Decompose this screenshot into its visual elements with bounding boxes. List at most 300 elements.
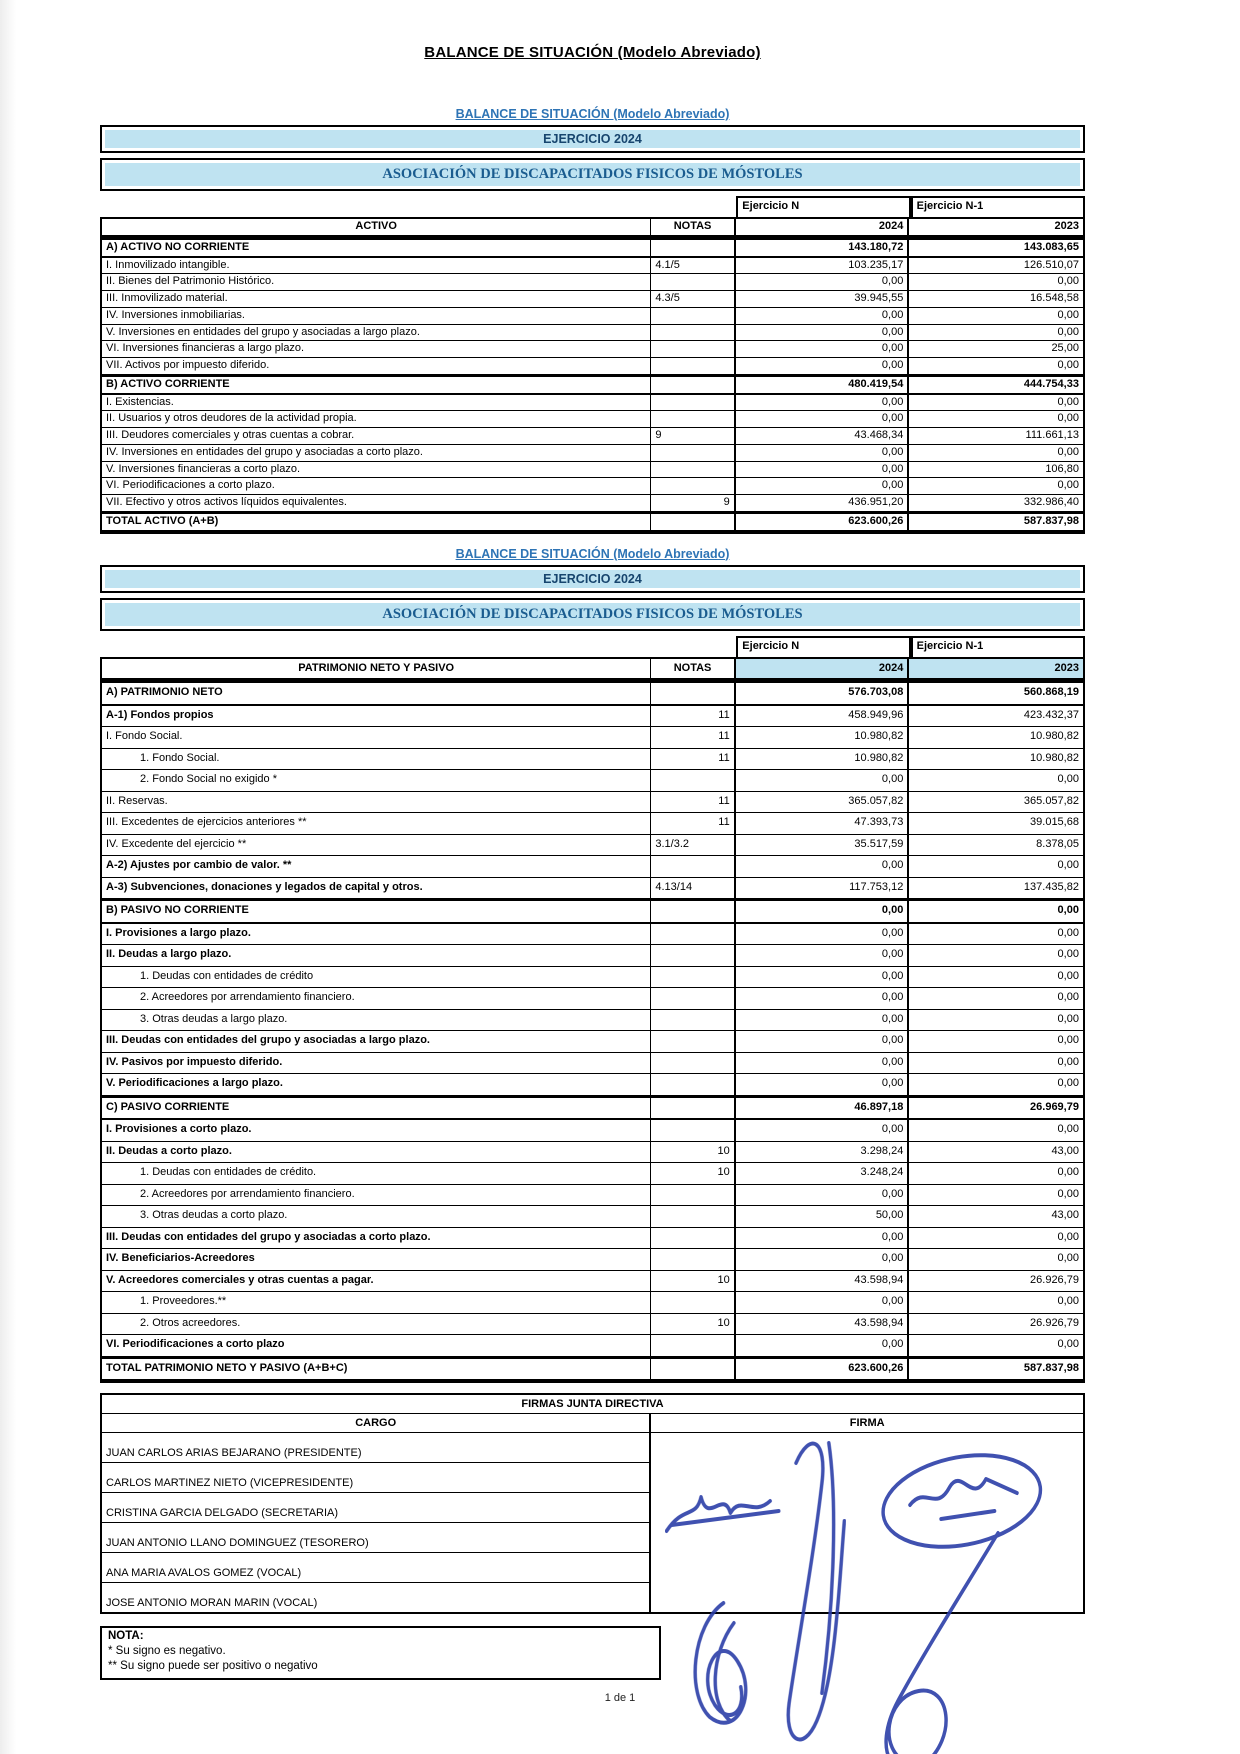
row-label: III. Inmovilizado material. (102, 291, 651, 307)
row-value-2024: 365.057,82 (736, 792, 910, 813)
row-label: II. Deudas a corto plazo. (102, 1142, 651, 1163)
row-label: III. Excedentes de ejercicios anteriores ** (102, 813, 651, 834)
ejercicio-n1-header: Ejercicio N-1 (911, 196, 1085, 217)
row-label: IV. Pasivos por impuesto diferido. (102, 1053, 651, 1074)
table-row (102, 1120, 1083, 1142)
row-value-2024: 143.180,72 (736, 240, 910, 256)
firmas-body (102, 1433, 1083, 1612)
entity-banner-text: ASOCIACIÓN DE DISCAPACITADOS FISICOS DE MÓSTOLES (105, 163, 1080, 186)
row-value-2023: 43,00 (1051, 1209, 1079, 1222)
ejercicio-n-header: Ejercicio N (736, 636, 910, 657)
row-value-2023: 587.837,98 (1023, 1361, 1079, 1374)
row-value-2023: 26.926,79 (1030, 1273, 1079, 1286)
ejercicio-banner-text: EJERCICIO 2024 (105, 130, 1080, 148)
row-value-2023: 16.548,58 (1030, 292, 1079, 304)
table-row (102, 1010, 1083, 1032)
table-row (102, 1335, 1083, 1357)
row-nota: 10 (651, 1163, 735, 1184)
table-row (102, 1031, 1083, 1053)
table-row (102, 495, 1083, 512)
row-value-2023: 365.057,82 (1023, 794, 1079, 807)
row-value-2024: 10.980,82 (736, 749, 910, 770)
row-value-2024: 0,00 (736, 462, 910, 478)
firmas-header-row (102, 1414, 1083, 1433)
pasivo-table (100, 657, 1085, 1384)
table-row (102, 358, 1083, 375)
row-label: IV. Inversiones inmobiliarias. (102, 308, 651, 324)
table-row (102, 395, 1083, 412)
row-nota (651, 445, 735, 461)
scan-edge-shading (0, 0, 16, 1754)
row-nota (651, 945, 735, 966)
row-nota (651, 1335, 735, 1356)
row-nota: 11 (651, 792, 735, 813)
entity-banner (100, 158, 1085, 191)
nota-lines (108, 1645, 653, 1672)
row-value-2024: 623.600,26 (736, 514, 910, 530)
row-nota (651, 325, 735, 341)
row-label: V. Inversiones en entidades del grupo y asociadas a largo plazo. (102, 325, 651, 341)
row-nota (651, 1249, 735, 1270)
row-label: A) ACTIVO NO CORRIENTE (102, 240, 651, 256)
row-value-2024: 623.600,26 (736, 1359, 910, 1380)
row-label: A) PATRIMONIO NETO (102, 683, 651, 704)
row-label: A-2) Ajustes por cambio de valor. ** (102, 856, 651, 877)
pasivo-table-body (102, 681, 1083, 1381)
activo-table-body (102, 238, 1083, 532)
col-header-2023: 2023 (909, 659, 1083, 679)
pasivo-table-header (102, 659, 1083, 682)
row-value-2023: 39.015,68 (1030, 816, 1079, 829)
row-value-2023: 0,00 (1057, 1187, 1079, 1200)
firmas-table (100, 1393, 1085, 1614)
table-row (102, 988, 1083, 1010)
table-row (102, 792, 1083, 814)
row-value-2024: 0,00 (736, 967, 910, 988)
row-label: TOTAL PATRIMONIO NETO Y PASIVO (A+B+C) (102, 1359, 651, 1380)
table-row (102, 1206, 1083, 1228)
col-header-activo: ACTIVO (102, 219, 651, 235)
entity-banner (100, 598, 1085, 631)
row-value-2023: 25,00 (1051, 342, 1079, 355)
firma-column (651, 1433, 1083, 1612)
row-value-2024: 3.248,24 (736, 1163, 910, 1184)
section-subtitle: BALANCE DE SITUACIÓN (Modelo Abreviado) (455, 546, 730, 561)
row-value-2023: 10.980,82 (1030, 730, 1079, 743)
row-value-2023: 0,00 (1057, 275, 1079, 288)
row-label: IV. Inversiones en entidades del grupo y asociadas a corto plazo. (102, 445, 651, 461)
ejercicio-banner-text: EJERCICIO 2024 (105, 570, 1080, 588)
row-nota: 4.1/5 (651, 258, 735, 274)
table-row (102, 706, 1083, 728)
table-row (102, 967, 1083, 989)
cargo-row: JUAN ANTONIO LLANO DOMINGUEZ (TESORERO) (102, 1523, 649, 1553)
row-label: III. Deudas con entidades del grupo y asociadas a largo plazo. (102, 1031, 651, 1052)
ejercicio-banner (100, 125, 1085, 153)
row-nota (651, 1359, 735, 1380)
row-nota: 9 (651, 495, 735, 511)
row-label: V. Inversiones financieras a corto plazo. (102, 462, 651, 478)
row-value-2024: 0,00 (736, 411, 910, 427)
nota-title: NOTA: (108, 1630, 144, 1643)
row-nota: 10 (651, 1271, 735, 1292)
row-label: C) PASIVO CORRIENTE (102, 1098, 651, 1119)
row-value-2024: 458.949,96 (736, 706, 910, 727)
row-nota (651, 924, 735, 945)
row-value-2023: 0,00 (1057, 859, 1079, 872)
row-label: VI. Inversiones financieras a largo plazo. (102, 341, 651, 357)
row-value-2024: 0,00 (736, 1249, 910, 1270)
table-row (102, 1053, 1083, 1075)
row-nota (651, 683, 735, 704)
table-row (102, 856, 1083, 878)
row-value-2023: 0,00 (1057, 308, 1079, 321)
table-row (102, 291, 1083, 308)
row-nota: 10 (651, 1142, 735, 1163)
row-value-2023: 0,00 (1057, 412, 1079, 425)
activo-table (100, 217, 1085, 534)
row-value-2024: 0,00 (736, 358, 910, 374)
row-nota (651, 395, 735, 411)
row-value-2024: 39.945,55 (736, 291, 910, 307)
table-row (102, 1142, 1083, 1164)
table-row (102, 899, 1083, 924)
row-label: A-3) Subvenciones, donaciones y legados de capital y otros. (102, 878, 651, 899)
row-value-2023: 10.980,82 (1030, 751, 1079, 764)
row-label: 1. Deudas con entidades de crédito (102, 967, 651, 988)
row-nota (651, 770, 735, 791)
row-value-2023: 0,00 (1057, 1230, 1079, 1243)
row-value-2024: 0,00 (736, 325, 910, 341)
row-label: 2. Fondo Social no exigido * (102, 770, 651, 791)
row-nota (651, 1292, 735, 1313)
row-nota (651, 1206, 735, 1227)
row-value-2024: 46.897,18 (736, 1098, 910, 1119)
cargo-row: JOSE ANTONIO MORAN MARIN (VOCAL) (106, 1597, 318, 1610)
row-label: 3. Otras deudas a largo plazo. (102, 1010, 651, 1031)
row-nota: 11 (651, 749, 735, 770)
ejercicio-column-group (100, 196, 1085, 217)
table-row (102, 1271, 1083, 1293)
row-nota (651, 358, 735, 374)
cargo-row: CRISTINA GARCIA DELGADO (SECRETARIA) (102, 1493, 649, 1523)
row-value-2024: 0,00 (736, 1335, 910, 1356)
row-label: 2. Acreedores por arrendamiento financiero. (102, 1185, 651, 1206)
nota-box (100, 1626, 661, 1680)
row-value-2023: 0,00 (1057, 359, 1079, 371)
table-row (102, 770, 1083, 792)
table-row (102, 238, 1083, 258)
table-row (102, 681, 1083, 706)
row-nota: 10 (651, 1314, 735, 1335)
table-row (102, 1074, 1083, 1096)
row-value-2023: 106,80 (1045, 462, 1079, 475)
row-label: VI. Periodificaciones a corto plazo. (102, 478, 651, 494)
col-header-2023: 2023 (1054, 220, 1079, 232)
row-nota (651, 377, 735, 393)
col-header-notas: NOTAS (651, 659, 735, 679)
cargo-row: ANA MARIA AVALOS GOMEZ (VOCAL) (102, 1553, 649, 1583)
row-label: A-1) Fondos propios (102, 706, 651, 727)
row-nota: 4.13/14 (651, 878, 735, 899)
table-row (102, 1185, 1083, 1207)
row-nota: 4.3/5 (651, 291, 735, 307)
row-nota (651, 274, 735, 290)
activo-table-header (102, 219, 1083, 238)
row-nota (651, 1031, 735, 1052)
page-title: BALANCE DE SITUACIÓN (Modelo Abreviado) (424, 44, 761, 61)
row-value-2024: 0,00 (736, 308, 910, 324)
row-value-2023: 111.661,13 (1025, 429, 1079, 441)
table-row (102, 1357, 1083, 1382)
row-value-2024: 0,00 (736, 1228, 910, 1249)
row-value-2023: 126.510,07 (1023, 258, 1079, 271)
row-nota (651, 341, 735, 357)
nota-line: * Su signo es negativo. (108, 1645, 226, 1658)
row-nota (651, 462, 735, 478)
table-row (102, 411, 1083, 428)
row-value-2023: 0,00 (1057, 1252, 1079, 1265)
ejercicio-banner (100, 565, 1085, 593)
row-value-2024: 0,00 (736, 478, 910, 494)
row-label: IV. Excedente del ejercicio ** (102, 835, 651, 856)
cargo-column (102, 1433, 651, 1612)
table-row (102, 512, 1083, 532)
row-value-2023: 0,00 (1057, 1295, 1079, 1308)
row-label: V. Periodificaciones a largo plazo. (102, 1074, 651, 1095)
table-row (102, 878, 1083, 900)
row-value-2024: 0,00 (736, 1053, 910, 1074)
row-value-2024: 117.753,12 (736, 878, 910, 899)
table-row (102, 478, 1083, 495)
ejercicio-n1-header: Ejercicio N-1 (911, 636, 1085, 657)
row-nota (651, 514, 735, 530)
row-nota (651, 1010, 735, 1031)
table-row (102, 375, 1083, 395)
row-nota (651, 478, 735, 494)
table-row (102, 1292, 1083, 1314)
row-nota (651, 308, 735, 324)
ejercicio-column-group (100, 636, 1085, 657)
col-header-patrimonio: PATRIMONIO NETO Y PASIVO (102, 659, 651, 679)
row-value-2024: 0,00 (736, 988, 910, 1009)
table-row (102, 462, 1083, 479)
row-label: II. Deudas a largo plazo. (102, 945, 651, 966)
row-label: TOTAL ACTIVO (A+B) (102, 514, 651, 530)
table-row (102, 308, 1083, 325)
cargo-row: CARLOS MARTINEZ NIETO (VICEPRESIDENTE) (102, 1463, 649, 1493)
row-value-2024: 43.598,94 (736, 1314, 910, 1335)
table-row (102, 1249, 1083, 1271)
row-value-2023: 423.432,37 (1023, 708, 1079, 721)
row-value-2023: 0,00 (1057, 1123, 1079, 1136)
row-label: II. Usuarios y otros deudores de la actividad propia. (102, 411, 651, 427)
row-value-2024: 0,00 (736, 445, 910, 461)
row-nota (651, 1120, 735, 1141)
row-value-2024: 576.703,08 (736, 683, 910, 704)
row-nota (651, 240, 735, 256)
row-nota (651, 1185, 735, 1206)
row-label: 3. Otras deudas a corto plazo. (102, 1206, 651, 1227)
row-value-2023: 0,00 (1057, 926, 1079, 939)
column-group-spacer (100, 196, 736, 217)
row-value-2024: 0,00 (736, 1031, 910, 1052)
nota-line: ** Su signo puede ser positivo o negativo (108, 1660, 318, 1673)
row-label: I. Fondo Social. (102, 727, 651, 748)
ejercicio-n-header: Ejercicio N (736, 196, 910, 217)
firmas-title: FIRMAS JUNTA DIRECTIVA (102, 1395, 1083, 1414)
row-value-2023: 0,00 (1057, 1166, 1079, 1179)
row-value-2024: 0,00 (736, 1010, 910, 1031)
column-group-spacer (100, 636, 736, 657)
table-row (102, 749, 1083, 771)
table-row (102, 258, 1083, 275)
row-nota: 11 (651, 727, 735, 748)
row-value-2023: 0,00 (1057, 1034, 1079, 1047)
table-row (102, 445, 1083, 462)
table-row (102, 1228, 1083, 1250)
col-header-2024: 2024 (736, 659, 910, 679)
row-value-2024: 0,00 (736, 924, 910, 945)
page-number: 1 de 1 (604, 1692, 636, 1704)
row-value-2023: 560.868,19 (1023, 686, 1079, 699)
row-value-2023: 0,00 (1057, 479, 1079, 492)
row-label: V. Acreedores comerciales y otras cuentas a pagar. (102, 1271, 651, 1292)
row-value-2023: 444.754,33 (1023, 377, 1079, 390)
row-label: I. Existencias. (102, 395, 651, 411)
row-label: II. Bienes del Patrimonio Histórico. (102, 274, 651, 290)
pasivo-section (100, 547, 1085, 1384)
table-row (102, 274, 1083, 291)
row-value-2024: 0,00 (736, 1120, 910, 1141)
row-value-2023: 0,00 (1057, 948, 1079, 961)
row-value-2024: 3.298,24 (736, 1142, 910, 1163)
row-nota (651, 411, 735, 427)
row-value-2023: 143.083,65 (1023, 240, 1079, 253)
row-label: 1. Deudas con entidades de crédito. (102, 1163, 651, 1184)
row-value-2024: 0,00 (736, 341, 910, 357)
row-value-2023: 0,00 (1057, 773, 1079, 786)
col-header-notas: NOTAS (651, 219, 735, 235)
row-label: VI. Periodificaciones a corto plazo (102, 1335, 651, 1356)
row-value-2024: 43.598,94 (736, 1271, 910, 1292)
row-value-2023: 0,00 (1057, 1338, 1079, 1351)
row-value-2024: 0,00 (736, 274, 910, 290)
row-value-2024: 47.393,73 (736, 813, 910, 834)
row-nota (651, 1228, 735, 1249)
row-nota: 11 (651, 813, 735, 834)
row-value-2024: 0,00 (736, 856, 910, 877)
table-row (102, 428, 1083, 445)
row-value-2024: 0,00 (736, 1292, 910, 1313)
row-nota: 3.1/3.2 (651, 835, 735, 856)
entity-banner-text: ASOCIACIÓN DE DISCAPACITADOS FISICOS DE MÓSTOLES (105, 603, 1080, 626)
row-value-2023: 0,00 (1057, 969, 1079, 982)
table-row (102, 835, 1083, 857)
row-nota (651, 1053, 735, 1074)
row-value-2024: 0,00 (736, 945, 910, 966)
row-nota (651, 1098, 735, 1119)
row-value-2023: 587.837,98 (1023, 514, 1079, 527)
col-header-2024: 2024 (736, 219, 910, 235)
row-value-2023: 26.926,79 (1030, 1316, 1079, 1329)
table-row (102, 924, 1083, 946)
table-row (102, 727, 1083, 749)
section-subtitle: BALANCE DE SITUACIÓN (Modelo Abreviado) (455, 107, 730, 121)
row-label: B) PASIVO NO CORRIENTE (102, 901, 651, 922)
table-row (102, 1096, 1083, 1121)
row-value-2024: 10.980,82 (736, 727, 910, 748)
row-label: I. Provisiones a largo plazo. (102, 924, 651, 945)
row-label: 1. Proveedores.** (102, 1292, 651, 1313)
activo-section (100, 107, 1085, 534)
row-value-2023: 26.969,79 (1030, 1100, 1079, 1113)
row-label: IV. Beneficiarios-Acreedores (102, 1249, 651, 1270)
row-nota (651, 1074, 735, 1095)
row-value-2024: 103.235,17 (736, 258, 910, 274)
row-value-2023: 332.986,40 (1023, 496, 1079, 508)
row-value-2024: 35.517,59 (736, 835, 910, 856)
row-label: 2. Otros acreedores. (102, 1314, 651, 1335)
row-nota: 9 (651, 428, 735, 444)
row-label: III. Deudores comerciales y otras cuentas a cobrar. (102, 428, 651, 444)
row-value-2023: 0,00 (1057, 904, 1079, 917)
row-value-2023: 8.378,05 (1036, 837, 1079, 850)
row-label: 2. Acreedores por arrendamiento financiero. (102, 988, 651, 1009)
row-label: VII. Efectivo y otros activos líquidos equivalentes. (102, 495, 651, 511)
row-label: B) ACTIVO CORRIENTE (102, 377, 651, 393)
row-nota (651, 856, 735, 877)
table-row (102, 1163, 1083, 1185)
row-value-2024: 0,00 (736, 1185, 910, 1206)
row-value-2023: 0,00 (1057, 1055, 1079, 1068)
table-row (102, 325, 1083, 342)
row-value-2023: 0,00 (1057, 445, 1079, 458)
row-value-2023: 0,00 (1057, 325, 1079, 338)
table-row (102, 813, 1083, 835)
table-row (102, 1314, 1083, 1336)
row-value-2023: 0,00 (1057, 1077, 1079, 1090)
cargo-row: JUAN CARLOS ARIAS BEJARANO (PRESIDENTE) (102, 1433, 649, 1463)
row-nota (651, 967, 735, 988)
row-label: I. Inmovilizado intangible. (102, 258, 651, 274)
row-value-2023: 0,00 (1057, 991, 1079, 1004)
row-value-2023: 0,00 (1057, 1012, 1079, 1025)
row-value-2024: 0,00 (736, 395, 910, 411)
row-nota (651, 901, 735, 922)
cargo-header: CARGO (102, 1414, 651, 1432)
row-value-2024: 0,00 (736, 770, 910, 791)
row-nota: 11 (651, 706, 735, 727)
table-row (102, 341, 1083, 358)
row-value-2023: 43,00 (1051, 1144, 1079, 1157)
row-value-2024: 436.951,20 (736, 495, 910, 511)
row-nota (651, 988, 735, 1009)
firma-header: FIRMA (849, 1417, 885, 1430)
row-value-2024: 480.419,54 (736, 377, 910, 393)
row-label: VII. Activos por impuesto diferido. (102, 358, 651, 374)
row-value-2024: 0,00 (736, 901, 910, 922)
row-value-2024: 43.468,34 (736, 428, 910, 444)
row-label: II. Reservas. (102, 792, 651, 813)
row-value-2024: 0,00 (736, 1074, 910, 1095)
table-row (102, 945, 1083, 967)
row-label: 1. Fondo Social. (102, 749, 651, 770)
row-value-2023: 137.435,82 (1023, 880, 1079, 893)
row-value-2023: 0,00 (1057, 395, 1079, 408)
row-label: I. Provisiones a corto plazo. (102, 1120, 651, 1141)
row-label: III. Deudas con entidades del grupo y asociadas a corto plazo. (102, 1228, 651, 1249)
